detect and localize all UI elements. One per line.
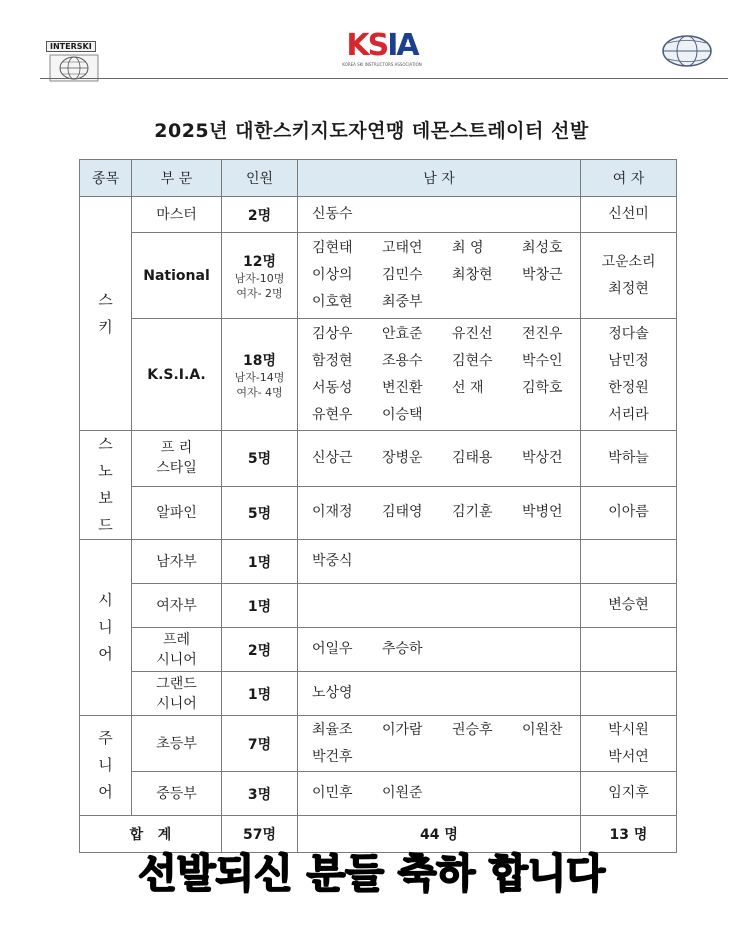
female-names-cell: [581, 486, 677, 539]
female-names-cell: [581, 584, 677, 628]
male-name: 조용수: [382, 352, 423, 369]
female-names-cell: [581, 716, 677, 772]
congratulations-caption: 선발되신 분들 축하 합니다: [138, 851, 605, 897]
male-name: 박창근: [522, 267, 563, 283]
header-division: 부 문: [132, 160, 222, 197]
male-name: 김민수: [382, 267, 423, 283]
male-name: 노상영: [312, 685, 353, 701]
division-cell: 프레 시니어: [132, 628, 222, 672]
count-cell: 5명: [222, 431, 298, 487]
male-names-cell: [298, 716, 581, 772]
division-cell: 초등부: [132, 716, 222, 772]
table-row: [80, 486, 677, 539]
count-cell: 1명: [222, 584, 298, 628]
male-name: 이원준: [382, 785, 423, 801]
table-header-row: [80, 160, 677, 197]
table-row: [80, 431, 677, 487]
table-row: [80, 540, 677, 584]
male-names-cell: [298, 584, 581, 628]
female-names-cell: [581, 233, 677, 319]
division-cell: 프 리 스타일: [132, 431, 222, 487]
male-names-cell: [298, 628, 581, 672]
male-name: 박수인: [522, 352, 563, 369]
male-name: 이민후: [312, 785, 353, 801]
junior-category-label: 주 니 어: [80, 716, 132, 816]
female-name: 신선미: [608, 206, 649, 222]
division-cell: 알파인: [132, 486, 222, 539]
male-name: 함정현: [312, 352, 353, 369]
header-male: 남 자: [298, 160, 581, 197]
female-names-cell: [581, 431, 677, 487]
male-name: 변진환: [382, 379, 423, 396]
male-name: 최중부: [382, 294, 423, 310]
male-name: 고태연: [382, 240, 423, 256]
count-cell: 2명: [222, 197, 298, 233]
male-name: 전진우: [522, 325, 563, 342]
male-names-cell: [298, 486, 581, 539]
table-row: [80, 197, 677, 233]
male-name: 최성호: [522, 240, 563, 256]
ksia-globe-icon: [660, 34, 714, 68]
female-name: 이아름: [608, 504, 649, 521]
count-cell: 2명: [222, 628, 298, 672]
male-name: 박병언: [522, 504, 563, 521]
female-names-cell: [581, 319, 677, 431]
male-name: 김기훈: [452, 504, 493, 521]
ksia-logo: [332, 30, 432, 78]
division-cell: 중등부: [132, 772, 222, 816]
female-name: 임지후: [608, 785, 649, 801]
total-female: 13 명: [581, 816, 677, 853]
male-name: 김태영: [382, 504, 423, 521]
female-name: 남민정: [608, 352, 649, 369]
male-name: 이상의: [312, 267, 353, 283]
total-male: 44 명: [298, 816, 581, 853]
male-name: 이호현: [312, 294, 353, 310]
male-names-cell: [298, 233, 581, 319]
male-name: 최 영: [452, 240, 484, 256]
ski-category-label: 스 키: [80, 197, 132, 431]
table-row: [80, 319, 677, 431]
female-name: 한정원: [608, 379, 649, 396]
female-name: 최정현: [608, 280, 649, 297]
male-names-cell: [298, 197, 581, 233]
male-name: 이재정: [312, 504, 353, 521]
interski-label: INTERSKI: [46, 41, 96, 52]
male-names-cell: [298, 319, 581, 431]
division-cell: 여자부: [132, 584, 222, 628]
count-cell: 3명: [222, 772, 298, 816]
table-row: [80, 584, 677, 628]
female-names-cell: [581, 540, 677, 584]
header-female: 여 자: [581, 160, 677, 197]
male-name: 선 재: [452, 379, 484, 396]
header-count: 인원: [222, 160, 298, 197]
male-name: 추승하: [382, 641, 423, 657]
header-divider: [40, 78, 728, 79]
table-row: [80, 233, 677, 319]
male-name: 신동수: [312, 206, 353, 222]
division-cell: 남자부: [132, 540, 222, 584]
male-name: 최율조: [312, 721, 353, 738]
male-name: 김현태: [312, 240, 353, 256]
division-cell: K.S.I.A.: [132, 319, 222, 431]
male-name: 박건후: [312, 748, 353, 765]
male-name: 안효준: [382, 325, 423, 342]
male-name: 신상근: [312, 449, 353, 466]
table-row: [80, 772, 677, 816]
male-name: 박상건: [522, 449, 563, 466]
male-name: 유현우: [312, 406, 353, 423]
document-title: 2025년 대한스키지도자연맹 데몬스트레이터 선발: [154, 120, 589, 142]
female-name: 박서연: [608, 748, 649, 765]
ksia-subtitle: KOREA SKI INSTRUCTORS ASSOCIATION: [342, 62, 422, 67]
header-category: 종목: [80, 160, 132, 197]
female-name: 고운소리: [601, 253, 656, 270]
total-label: 합 계: [80, 816, 222, 853]
male-name: 유진선: [452, 325, 493, 342]
male-name: 이가람: [382, 721, 423, 738]
count-cell: 5명: [222, 486, 298, 539]
count-cell: 12명 남자-10명 여자- 2명: [222, 233, 298, 319]
male-name: 권승후: [452, 721, 493, 738]
count-cell: 7명: [222, 716, 298, 772]
male-names-cell: [298, 672, 581, 716]
male-name: 김학호: [522, 379, 563, 396]
male-names-cell: [298, 772, 581, 816]
male-name: 장병운: [382, 449, 423, 466]
table-row: [80, 716, 677, 772]
table-row: [80, 628, 677, 672]
ksia-globe-logo: [660, 34, 714, 68]
male-name: 김현수: [452, 352, 493, 369]
male-names-cell: [298, 431, 581, 487]
count-cell: 1명: [222, 540, 298, 584]
total-count: 57명: [222, 816, 298, 853]
male-name: 최창현: [452, 267, 493, 283]
female-names-cell: [581, 672, 677, 716]
snowboard-category-label: 스 노 보 드: [80, 431, 132, 540]
male-name: 김상우: [312, 325, 353, 342]
senior-category-label: 시 니 어: [80, 540, 132, 716]
male-name: 이승택: [382, 406, 423, 423]
division-cell: 그랜드 시니어: [132, 672, 222, 716]
female-name: 박시원: [608, 721, 649, 738]
female-name: 변승현: [608, 597, 649, 613]
table-row: [80, 672, 677, 716]
selection-table: [79, 159, 677, 853]
female-names-cell: [581, 197, 677, 233]
division-cell: National: [132, 233, 222, 319]
interski-logo: [46, 34, 102, 74]
female-name: 서리라: [608, 406, 649, 423]
female-name: 정다솔: [608, 325, 649, 342]
male-name: 어일우: [312, 641, 353, 657]
male-name: 서동성: [312, 379, 353, 396]
count-cell: 1명: [222, 672, 298, 716]
male-name: 김태용: [452, 449, 493, 466]
male-name: 박중식: [312, 553, 353, 569]
female-names-cell: [581, 772, 677, 816]
male-names-cell: [298, 540, 581, 584]
ksia-logo-s: IA: [387, 28, 418, 63]
division-cell: 마스터: [132, 197, 222, 233]
male-name: 이원찬: [522, 721, 563, 738]
female-names-cell: [581, 628, 677, 672]
ksia-logo-k: KS: [346, 28, 388, 63]
count-cell: 18명 남자-14명 여자- 4명: [222, 319, 298, 431]
female-name: 박하늘: [608, 449, 649, 466]
